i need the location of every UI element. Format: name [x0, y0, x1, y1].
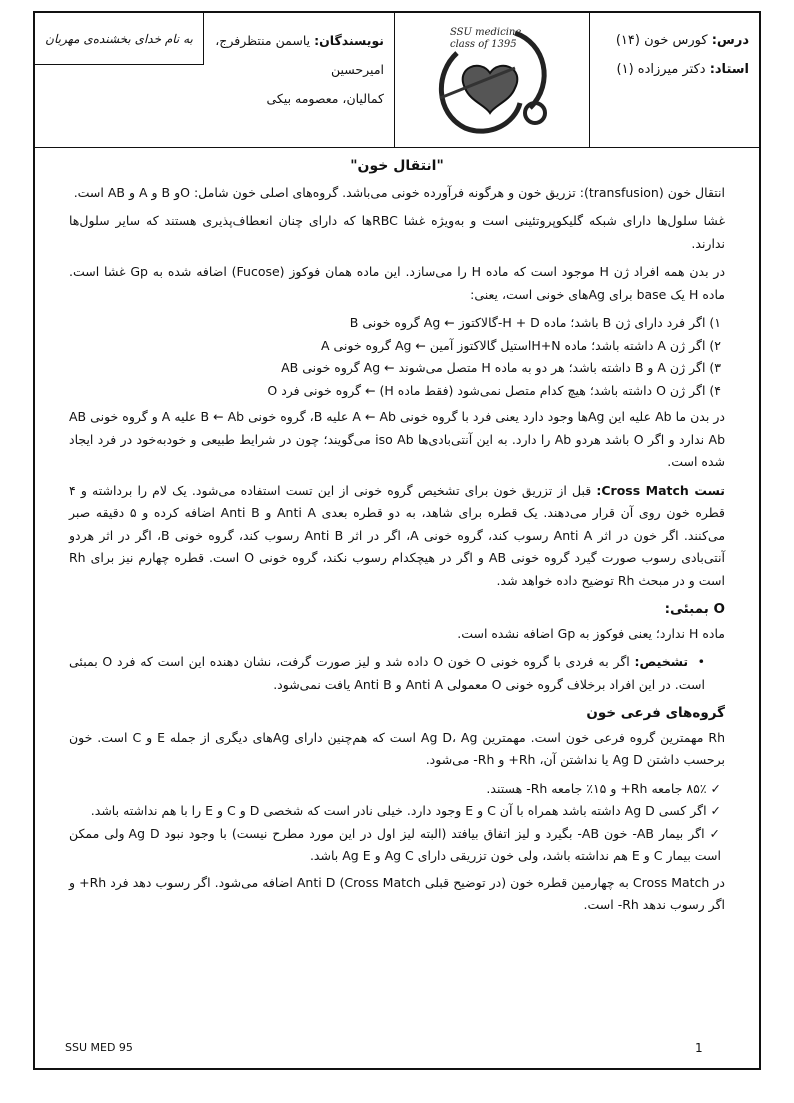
check-item	[69, 823, 721, 868]
bombay-text: ماده H ندارد؛ یعنی فوکوز به Gp اضافه نشده است.	[457, 625, 725, 641]
intro-paragraph-1: انتقال خون (transfusion): تزریق خون و هرگونه فرآورده خونی می‌باشد. گروه‌های اصلی خون شامل: Oو B و A و AB است.	[73, 184, 725, 200]
list-item: ۳) اگر ژن A و B داشته باشد؛ هر دو به ماده H متصل می‌شوند ← Ag گروه خونی AB	[281, 360, 721, 375]
page-number: 1	[695, 1041, 703, 1055]
document-header	[35, 13, 759, 148]
authors-line-1	[204, 26, 384, 84]
list-item: ۱) اگر فرد دارای ژن B باشد؛ ماده H + D-گالاکتوز ← Ag گروه خونی B	[349, 315, 721, 330]
antibody-paragraph: در بدن ما Ab علیه این Agها وجود دارد یعنی فرد با گروه خونی A ← Ab علیه B، گروه خونی B ← Ab علیه A و گروه خونی AB Ab ندارد و اگر O باشد هردو Ab را دارد. به این آنتی‌بادی‌ها iso Ab می‌گویند؛ چون در شرایط طبیعی و خودبه‌خود در فرد ایجاد شده است.	[69, 409, 726, 469]
document-body	[35, 149, 759, 923]
authors-names-1: یاسمن منتظرفرج، امیرحسین	[215, 33, 384, 77]
teacher-label: استاد:	[709, 62, 749, 77]
check-item	[69, 778, 721, 801]
teacher-value: دکتر میرزاده (۱)	[616, 62, 710, 77]
course-label: درس:	[711, 33, 749, 48]
check-text: اگر کسی Ag D داشته باشد همراه با آن C و E وجود دارد. خیلی نادر است که شخصی D و C و E را با هم نداشته باشد.	[90, 803, 707, 818]
bismillah-text: به نام خدای بخشنده‌ی مهربان	[35, 13, 204, 65]
crossmatch-label: تست Cross Match:	[596, 482, 725, 498]
authors-line-2: کمالیان، معصومه بیکی	[266, 91, 384, 106]
subgroups-intro: Rh مهمترین گروه فرعی خون است. مهمترین Ag D، Ag است که هم‌چنین دارای Agهای دیگری از جمله E و C است. خون برحسب داشتن Ag D یا نداشتن آن، Rh+ و Rh- می‌شود.	[69, 729, 726, 767]
check-text: ۸۵٪ جامعه Rh+ و ۱۵٪ جامعه Rh- هستند.	[486, 780, 707, 796]
page-frame	[33, 11, 761, 1070]
subgroups-heading: گروه‌های فرعی خون	[586, 705, 725, 721]
list-item: ۲) اگر ژن A داشته باشد؛ ماده H+Nاستیل گالاکتوز آمین ← Ag گروه خونی A	[320, 337, 721, 353]
check-text: اگر بیمار AB- خون AB- بگیرد و لیز اتفاق بیافتد (البته لیز اول در این مورد مطرح نیست) با وجود نبود Ag D ولی ممکن است بیمار C و E هم نداشته باشد، ولی خون تزریقی دارای Ag C و Ag E باشد.	[69, 825, 721, 863]
course-line	[590, 26, 749, 55]
course-value: کورس خون (۱۴)	[615, 33, 712, 48]
stethoscope-logo-icon	[395, 13, 588, 145]
footer-label: SSU MED 95	[65, 1041, 133, 1054]
checkmark-icon: ✓	[704, 825, 721, 841]
authors-label: نویسندگان:	[314, 33, 384, 48]
bullet-icon: •	[688, 654, 705, 669]
crossmatch-paragraph	[69, 480, 725, 593]
diagnosis-label: تشخیص:	[634, 654, 689, 669]
check-item	[69, 800, 721, 823]
intro-paragraph-3: در بدن همه افراد ژن H موجود است که ماده H را می‌سازد. این ماده همان فوکوز (Fucose) اضافه شده به Gp غشا است. ماده H یک base برای Agهای خونی است، یعنی:	[69, 264, 726, 302]
bism-cell	[35, 13, 204, 147]
intro-paragraph-2: غشا سلول‌ها دارای شبکه گلیکوپروتئینی است و به‌ویژه غشا RBCها که دارای چنان انعطاف‌پذیری هستند که سایر سلول‌ها ندارند.	[69, 213, 725, 251]
crossmatch-text: قبل از تزریق خون برای تشخیص گروه خونی از این تست استفاده می‌شود. یک لام را برداشته و ۴ قطره خون روی آن قرار می‌دهند. یک قطره برای شاهد، به دو قطره بعدی Anti A و Anti B اضافه کرده و ۵ دقیقه صبر می‌کنند. اگر خون در اثر Anti A رسوب کند، گروه خونی A، اگر در اثر Anti B رسوب کند، گروه خونی B، اگر در اثر هردو آنتی‌بادی رسوب صورت گیرد گروه خونی AB و اگر در هیچکدام رسوب نکند، گروه خونی O است. قطره چهارم نیز برای Rh است و در مبحث Rh توضیح داده خواهد شد.	[69, 482, 726, 588]
course-info	[589, 13, 759, 147]
bombay-heading: O بمبئی:	[664, 601, 725, 617]
logo-text-1: SSU medicine	[450, 27, 522, 38]
checkmark-icon: ✓	[706, 803, 721, 818]
page-title: "انتقال خون"	[350, 158, 444, 174]
final-paragraph: در Cross Match به چهارمین قطره خون (در توضیح قبلی Cross Match) Anti D اضافه می‌شود. اگر رسوب دهد فرد Rh+ و اگر رسوب ندهد Rh- است.	[69, 874, 725, 912]
class-logo	[394, 13, 589, 147]
checkmark-icon: ✓	[706, 780, 721, 796]
list-item: ۴) اگر ژن O داشته باشد؛ هیچ کدام متصل نمی‌شود (فقط ماده H) ← گروه خونی فرد O	[267, 382, 721, 398]
teacher-line	[590, 55, 749, 84]
logo-text-2: class of 1395	[450, 39, 517, 50]
authors-info	[204, 13, 394, 147]
diagnosis-bullet	[69, 651, 705, 696]
diagnosis-text: اگر به فردی با گروه خونی O خون O داده شد و لیز صورت گرفت، نشان دهنده این است که فرد O بمبئی است. در این افراد برخلاف گروه خونی O معمولی Anti A و Anti B یافت نمی‌شود.	[69, 654, 705, 692]
